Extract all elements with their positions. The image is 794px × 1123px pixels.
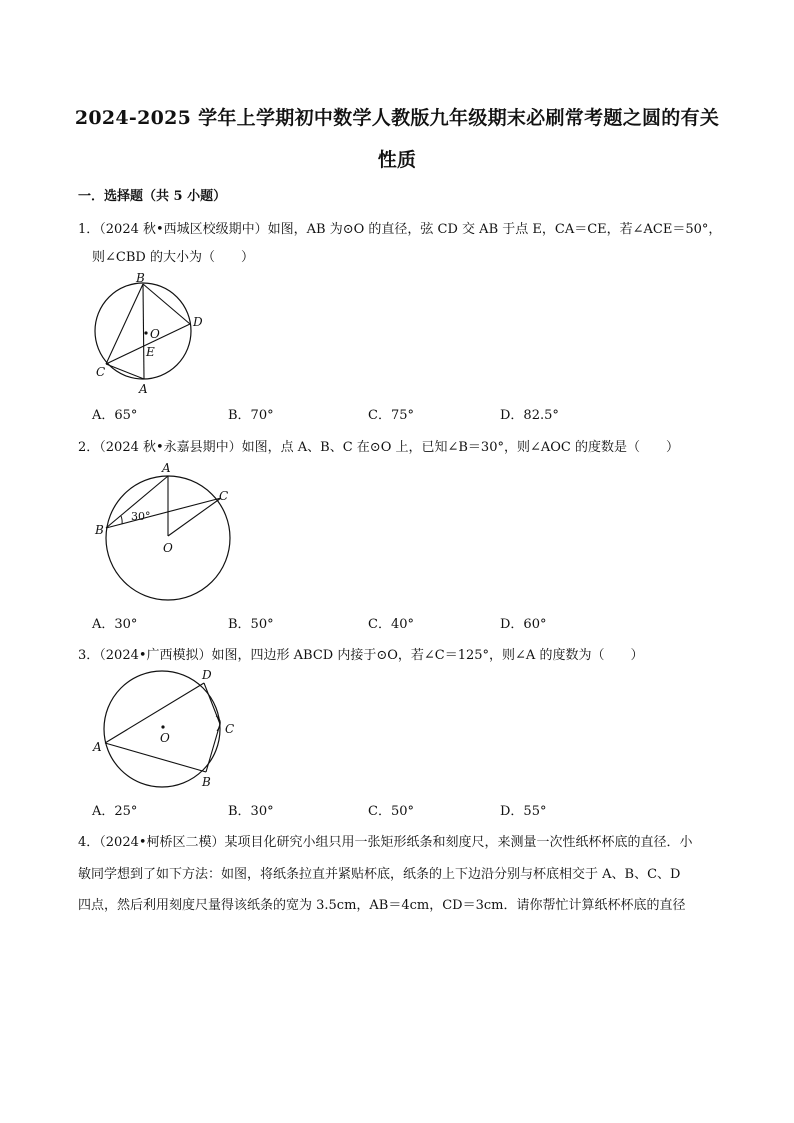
q3-label-O: O: [160, 731, 170, 745]
question-3-figure: [90, 666, 250, 796]
document-title-line-2: 性质: [377, 149, 417, 171]
q2-angle-label: 30°: [131, 510, 151, 523]
q3-label-D: D: [202, 668, 212, 682]
question-4-stem-line-1: 4．（2024•柯桥区二模）某项目化研究小组只用一张矩形纸条和刻度尺，来测量一次性纸杯杯底的直径．小: [78, 835, 693, 850]
q2-label-A: A: [162, 461, 171, 475]
question-3-option-c: C．50°: [368, 804, 414, 819]
q2-label-C: C: [219, 489, 229, 503]
question-2-option-c: C．40°: [368, 617, 414, 632]
q1-label-O: O: [150, 327, 160, 341]
q3-label-C: C: [225, 722, 235, 736]
question-4-stem-line-2: 敏同学想到了如下方法：如图，将纸条拉直并紧贴杯底，纸条的上下边沿分别与杯底相交于 A、B、C、D: [78, 867, 681, 882]
question-3-option-a: A．25°: [92, 804, 138, 819]
question-1-stem-line-2: 则∠CBD 的大小为（ ）: [92, 250, 254, 265]
question-3-option-d: D．55°: [500, 804, 547, 819]
question-1-option-b: B．70°: [228, 408, 274, 423]
q1-label-D: D: [193, 315, 203, 329]
question-1-option-a: A．65°: [92, 408, 138, 423]
question-2-stem-line-1: 2．（2024 秋•永嘉县期中）如图，点 A、B、C 在⊙O 上，已知∠B＝30°，则∠AOC 的度数是（ ）: [78, 440, 679, 455]
question-1-figure: [88, 268, 218, 398]
q3-label-A: A: [93, 740, 102, 754]
q1-label-E: E: [146, 345, 155, 359]
q2-label-B: B: [95, 523, 104, 537]
question-2-figure: [88, 458, 238, 608]
q1-label-B: B: [136, 271, 145, 285]
question-1-option-d: D．82.5°: [500, 408, 559, 423]
section-heading: 一．选择题（共 5 小题）: [78, 189, 227, 204]
q2-label-O: O: [163, 541, 173, 555]
question-3-stem-line-1: 3．（2024•广西模拟）如图，四边形 ABCD 内接于⊙O，若∠C＝125°，则∠A 的度数为（ ）: [78, 648, 644, 663]
question-2-option-d: D．60°: [500, 617, 547, 632]
question-2-option-b: B．50°: [228, 617, 274, 632]
document-title-line-1: 2024-2025 学年上学期初中数学人教版九年级期末必刷常考题之圆的有关: [74, 107, 720, 129]
question-1-stem-line-1: 1．（2024 秋•西城区校级期中）如图，AB 为⊙O 的直径，弦 CD 交 AB 于点 E，CA＝CE，若∠ACE＝50°，: [78, 222, 722, 237]
question-2-option-a: A．30°: [92, 617, 138, 632]
q1-label-A: A: [139, 382, 148, 396]
question-1-option-c: C．75°: [368, 408, 414, 423]
question-3-option-b: B．30°: [228, 804, 274, 819]
question-4-stem-line-3: 四点，然后利用刻度尺量得该纸条的宽为 3.5cm，AB＝4cm，CD＝3cm．请你帮忙计算纸杯杯底的直径: [78, 898, 686, 913]
q1-label-C: C: [96, 365, 106, 379]
q3-label-B: B: [202, 775, 211, 789]
